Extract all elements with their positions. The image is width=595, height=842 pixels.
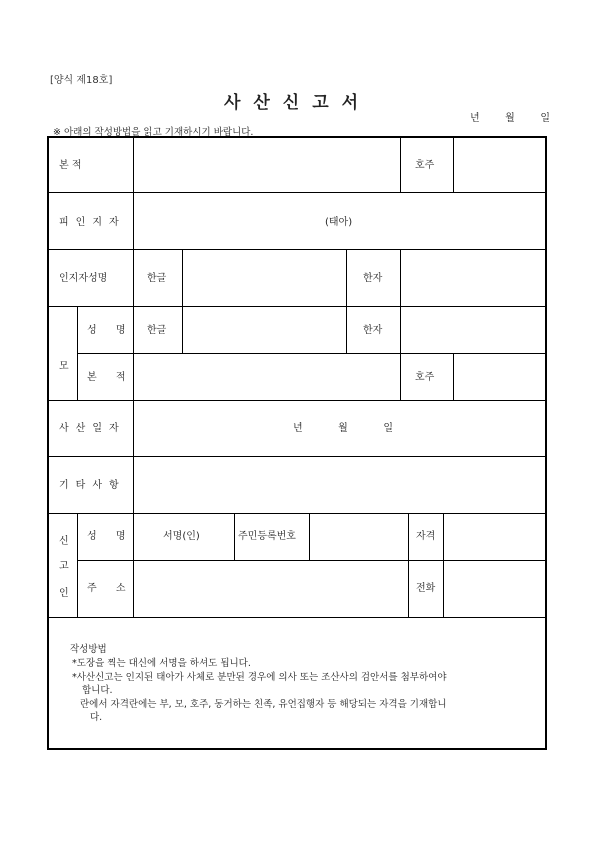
domicile-label — [59, 160, 125, 172]
mother-name-label: 성 명 — [87, 325, 126, 336]
reporter-label-3: 인 — [59, 588, 69, 599]
stillbirth-month-label: 월 — [338, 423, 348, 434]
date-year-label: 년 — [470, 113, 480, 124]
mother-household-head-label: 호주 — [415, 372, 435, 383]
mother-hanja-label: 한자 — [363, 325, 383, 336]
instruction-item-3-cont: 다. — [90, 712, 103, 723]
instruction-item-2-cont: 합니다. — [82, 685, 113, 696]
reporter-label-2: 고 — [59, 561, 69, 572]
qualification-label: 자격 — [416, 531, 436, 542]
report-form-table — [47, 136, 547, 750]
reporter-name-label: 성 명 — [87, 531, 126, 542]
recognized-person-label: 피인지자 — [59, 217, 126, 228]
instructions-title: 작성방법 — [70, 644, 107, 655]
stillbirth-date-label: 사산일자 — [59, 423, 126, 434]
phone-label: 전화 — [416, 583, 436, 594]
instruction-item-2: *사산신고는 인지된 태아가 사체로 분만된 경우에 의사 또는 조산사의 검안서를 첨부하여야 — [72, 672, 447, 683]
fetus-label: (태아) — [325, 217, 353, 228]
address-label: 주 소 — [87, 583, 126, 594]
notice-text: ※ 아래의 작성방법을 읽고 기재하시기 바랍니다. — [53, 127, 254, 138]
resident-number-label: 주민등록번호 — [238, 531, 296, 542]
stillbirth-date-units — [293, 423, 393, 435]
form-number: [양식 제18호] — [50, 75, 113, 86]
date-month-label: 월 — [505, 113, 515, 124]
date-day-label: 일 — [540, 113, 550, 124]
instruction-item-1: *도장을 찍는 대신에 서명을 하셔도 됩니다. — [72, 658, 251, 669]
domicile-label-text: 본 적 — [59, 160, 82, 171]
mother-hangul-label: 한글 — [147, 325, 167, 336]
mother-label: 모 — [59, 361, 69, 372]
signature-label: 서명(인) — [163, 531, 200, 542]
mother-domicile-label: 본 적 — [87, 372, 126, 383]
form-title: 사산신고서 — [223, 93, 372, 113]
reporter-label-1: 신 — [59, 536, 69, 547]
recognizer-name-label: 인지자성명 — [59, 273, 108, 284]
report-date — [470, 109, 550, 124]
recognizer-hangul-label: 한글 — [147, 273, 167, 284]
stillbirth-year-label: 년 — [293, 423, 303, 434]
other-items-label: 기타사항 — [59, 480, 126, 491]
instruction-item-3: 란에서 자격란에는 부, 모, 호주, 동거하는 친족, 유언집행자 등 해당되는 자격을 기재합니 — [80, 699, 447, 710]
household-head-label: 호주 — [415, 160, 435, 171]
recognizer-hanja-label: 한자 — [363, 273, 383, 284]
stillbirth-day-label: 일 — [383, 423, 393, 434]
